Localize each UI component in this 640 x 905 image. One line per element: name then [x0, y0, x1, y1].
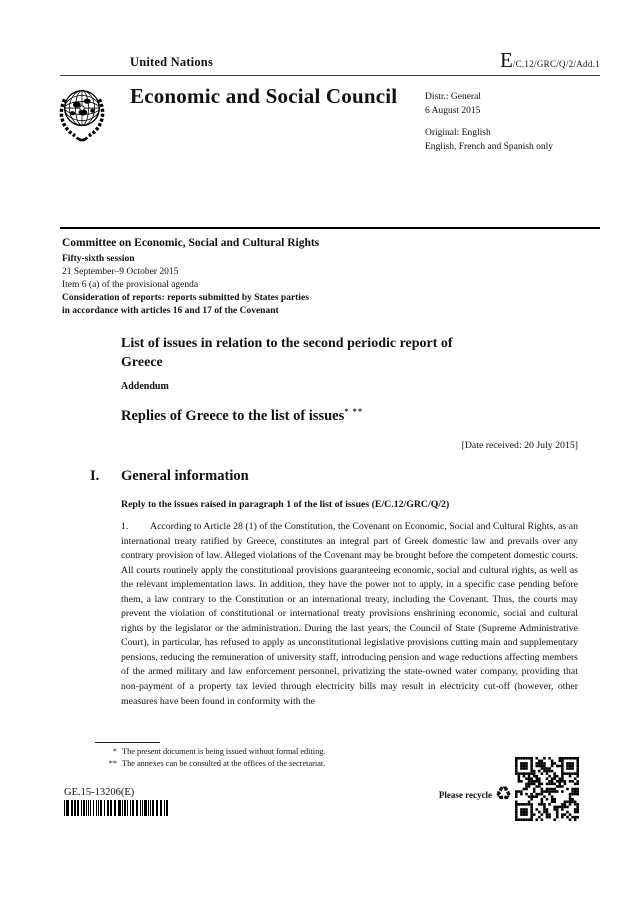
subtitle-text: Replies of Greece to the list of issues — [121, 407, 345, 424]
council-title: Economic and Social Council — [130, 84, 398, 108]
footnote-1 — [95, 746, 535, 758]
reply-heading: Reply to the issues raised in paragraph 1 of the list of issues (E/C.12/GRC/Q/2) — [121, 499, 450, 510]
paragraph-1 — [121, 520, 578, 709]
paragraph-number: 1. — [121, 521, 129, 532]
footnote-rule — [95, 742, 160, 743]
consideration-line1: Consideration of reports: reports submitted by States parties — [62, 293, 309, 303]
languages-note: English, French and Spanish only — [425, 142, 553, 152]
section-heading: General information — [121, 468, 249, 484]
distribution-block — [425, 90, 553, 154]
session-dates: 21 September–9 October 2015 — [62, 267, 179, 277]
session-number: Fifty-sixth session — [62, 254, 135, 264]
recycle-notice — [439, 785, 512, 804]
recycle-label: Please recycle — [438, 789, 492, 800]
footnote-2-marker: ** — [108, 759, 117, 768]
distr-date: 6 August 2015 — [425, 106, 481, 116]
qr-code — [515, 757, 579, 826]
addendum-label: Addendum — [121, 381, 169, 392]
recycle-icon: ♻ — [494, 783, 512, 805]
footnote-2 — [95, 758, 535, 770]
org-name: United Nations — [130, 55, 214, 69]
document-symbol-rest: /C.12/GRC/Q/2/Add.1 — [512, 59, 600, 69]
document-symbol-letter: E — [499, 48, 513, 72]
ge-number: GE.15-13206(E) — [64, 787, 135, 798]
footnotes — [95, 746, 535, 770]
footnote-1-marker: * — [112, 747, 117, 756]
agenda-item: Item 6 (a) of the provisional agenda — [62, 280, 199, 290]
footnote-2-text: The annexes can be consulted at the offices of the secretariat. — [122, 759, 326, 768]
footnote-1-text: The present document is being issued without formal editing. — [122, 747, 326, 756]
footnote-markers: * ** — [344, 406, 364, 416]
paragraph-text: According to Article 28 (1) of the Constitution, the Covenant on Economic, Social and Cultural Rights, as an international treaty ratified by Greece, constitutes an integral part of Greek domestic law and prevails over any contrary provision of law. Alleged violations of the Covenant may be brought before the competent domestic courts. All courts routinely apply the constitutional provisions guaranteeing economic, social and cultural rights, as well as the relevant implementation laws. In addition, they have the power not to apply, in a specific case pending before them, a law contrary to the Constitution or an international treaty, including the Covenant. Thus, the courts may prevent the violation of constitutional or international treaty provisions enshrining economic, social and cultural rights by the legislator or the administration. During the last years, the Council of State (Supreme Administrative Court), in particular, has refused to apply as unconstitutional legislative provisions cutting main and supplementary pensions, reducing the remuneration of university staff, introducing pension and wage reductions affecting members of the armed military and law enforcement personnel, privatizing the state-owned water company, providing that non-payment of a property tax levied through electricity bills may result in electricity cut-off (however, other measures have been found in conformity with the — [121, 521, 578, 707]
distr-line: Distr.: General — [425, 92, 481, 102]
barcode — [64, 800, 172, 821]
session-block — [62, 237, 319, 318]
document-subtitle — [121, 406, 363, 425]
document-title: List of issues in relation to the second periodic report of Greece — [121, 336, 453, 370]
header-rule — [60, 75, 600, 76]
committee-name: Committee on Economic, Social and Cultural Rights — [62, 237, 320, 249]
date-received: [Date received: 20 July 2015] — [461, 440, 578, 451]
un-emblem-icon — [56, 83, 108, 147]
document-symbol — [500, 48, 600, 73]
consideration-line2: in accordance with articles 16 and 17 of the Covenant — [62, 306, 279, 316]
original-language: Original: English — [425, 128, 491, 138]
section-numeral: I. — [90, 468, 100, 484]
section-divider-rule — [60, 227, 600, 229]
